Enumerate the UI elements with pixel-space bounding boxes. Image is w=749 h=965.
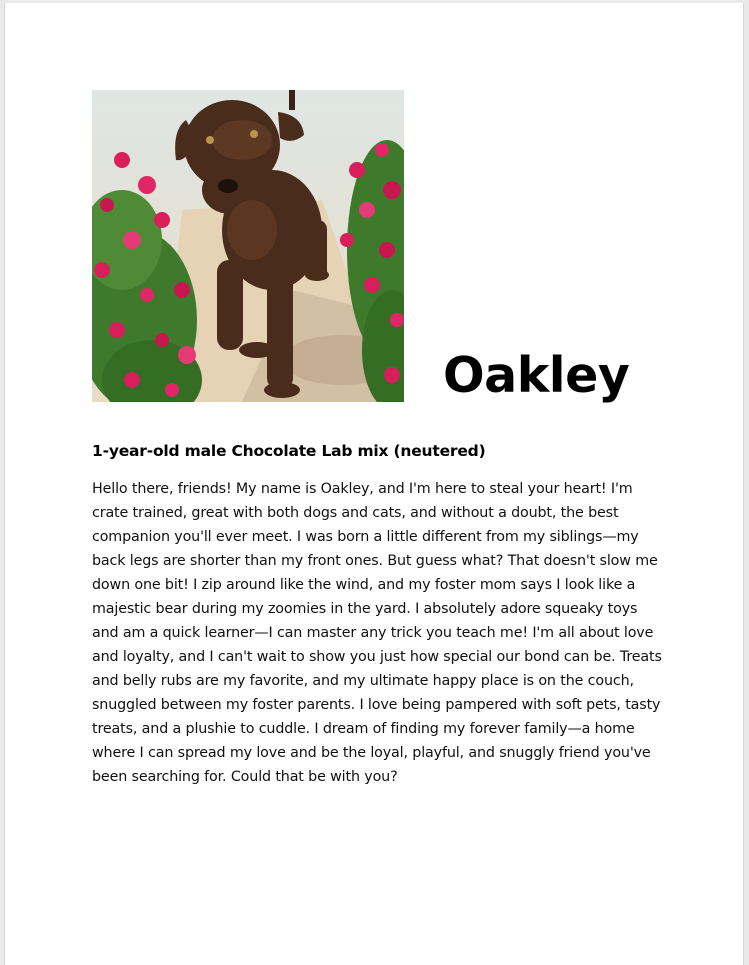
pet-description-heading: 1-year-old male Chocolate Lab mix (neutered) [92, 442, 486, 460]
document-page [4, 3, 744, 965]
dog-photo [92, 90, 404, 402]
pet-name: Oakley [443, 347, 630, 404]
pet-bio-paragraph: Hello there, friends! My name is Oakley, and I'm here to steal your heart! I'm crate trained, great with both dogs and cats, and without a doubt, the best companion you'll ever meet. I was born a little different from my siblings—my back legs are shorter than my front ones. But guess what? That doesn't slow me down one bit! I zip around like the wind, and my foster mom says I look like a majestic bear during my zoomies in the yard. I absolutely adore squeaky toys and am a quick learner—I can master any trick you teach me! I'm all about love and loyalty, and I can't wait to show you just how special our bond can be. Treats and belly rubs are my favorite, and my ultimate happy place is on the couch, snuggled between my foster parents. I love being pampered with soft pets, tasty treats, and a plushie to cuddle. I dream of finding my forever family—a home where I can spread my love and be the loyal, playful, and snuggly friend you've been searching for. Could that be with you? [92, 481, 662, 785]
